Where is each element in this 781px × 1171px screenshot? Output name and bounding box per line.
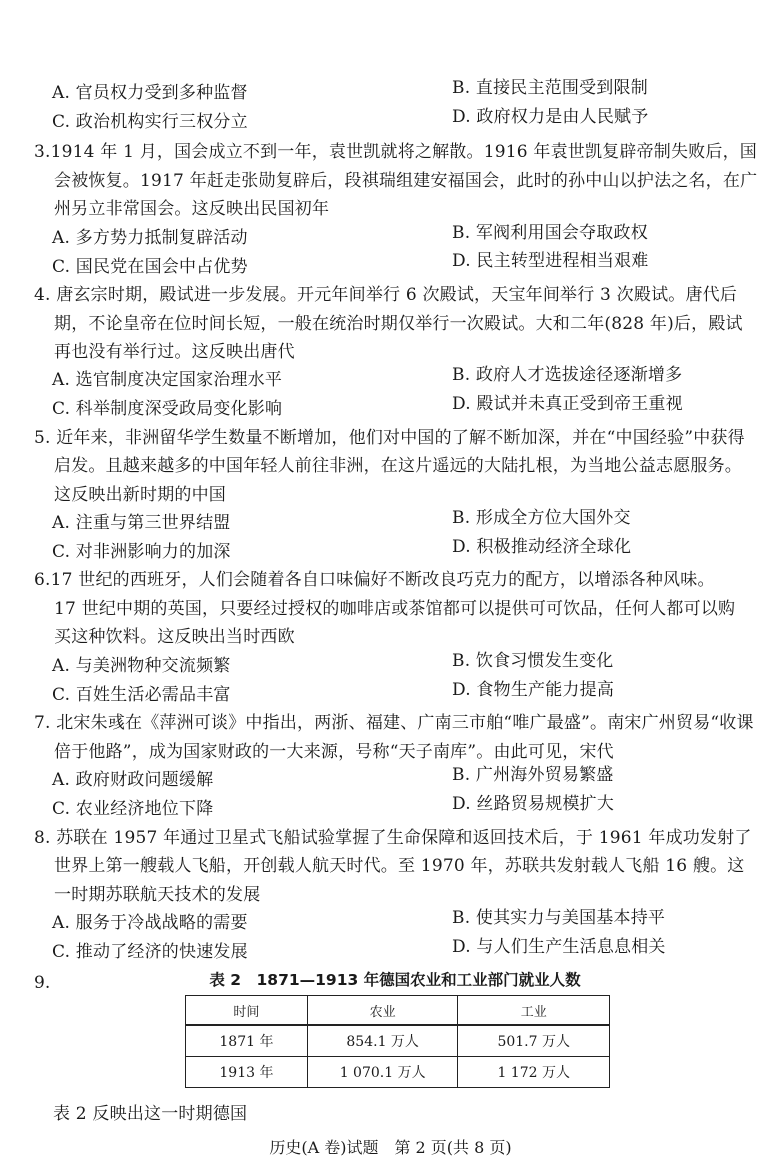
q3-option-c: C. 国民党在国会中占优势 (52, 257, 248, 277)
q8-stem-line-1: 8. 苏联在 1957 年通过卫星式飞船试验掌握了生命保障和返回技术后，于 1961 年成功发射了 (34, 828, 752, 848)
table-header-industry: 工业 (458, 996, 610, 1026)
q6-stem-line-2: 17 世纪中期的英国，只要经过授权的咖啡店或茶馆都可以提供可可饮品，任何人都可以购 (54, 599, 736, 619)
q8-stem-line-3: 一时期苏联航天技术的发展 (54, 885, 261, 905)
q4-stem-line-1: 4. 唐玄宗时期，殿试进一步发展。开元年间举行 6 次殿试，天宝年间举行 3 次殿试。唐代后 (34, 285, 738, 305)
q8-option-d: D. 与人们生产生活息息相关 (452, 937, 666, 957)
table-cell: 501.7 万人 (458, 1025, 610, 1057)
q3-option-d: D. 民主转型进程相当艰难 (452, 251, 649, 271)
table-row (186, 1057, 610, 1088)
q7-option-c: C. 农业经济地位下降 (52, 799, 214, 819)
q5-option-b: B. 形成全方位大国外交 (452, 508, 631, 528)
q5-stem-line-2: 启发。且越来越多的中国年轻人前往非洲，在这片遥远的大陆扎根，为当地公益志愿服务。 (54, 456, 742, 476)
q9-prompt: 表 2 反映出这一时期德国 (53, 1104, 248, 1124)
q3-stem-line-1: 3.1914 年 1 月，国会成立不到一年，袁世凯就将之解散。1916 年袁世凯复辟帝制失败后，国 (34, 142, 757, 162)
q2-option-b: B. 直接民主范围受到限制 (452, 78, 648, 98)
q8-option-a: A. 服务于冷战战略的需要 (52, 913, 248, 933)
q2-option-c: C. 政治机构实行三权分立 (52, 112, 248, 132)
page-footer: 历史(A 卷)试题 第 2 页(共 8 页) (269, 1138, 512, 1157)
q6-option-b: B. 饮食习惯发生变化 (452, 651, 614, 671)
table-header-row (186, 996, 610, 1026)
q4-stem-line-3: 再也没有举行过。这反映出唐代 (54, 342, 295, 362)
q8-option-c: C. 推动了经济的快速发展 (52, 942, 248, 962)
q7-stem-line-2: 倍于他路”，成为国家财政的一大来源，号称“天子南库”。由此可见，宋代 (54, 742, 614, 762)
q4-option-d: D. 殿试并未真正受到帝王重视 (452, 394, 683, 414)
q6-option-c: C. 百姓生活必需品丰富 (52, 685, 231, 705)
q4-stem-line-2: 期，不论皇帝在位时间长短，一般在统治时期仅举行一次殿试。大和二年(828 年)后，殿试 (54, 314, 743, 334)
employment-table (185, 995, 610, 1088)
table-cell: 1 172 万人 (458, 1057, 610, 1088)
q7-option-b: B. 广州海外贸易繁盛 (452, 765, 614, 785)
q5-option-c: C. 对非洲影响力的加深 (52, 542, 231, 562)
table-row (186, 1025, 610, 1057)
q6-stem-line-1: 6.17 世纪的西班牙，人们会随着各自口味偏好不断改良巧克力的配方，以增添各种风味。 (34, 570, 715, 590)
q5-stem-line-3: 这反映出新时期的中国 (54, 485, 226, 505)
table-title: 表 2 1871—1913 年德国农业和工业部门就业人数 (209, 971, 581, 989)
q6-stem-line-3: 买这种饮料。这反映出当时西欧 (54, 627, 295, 647)
q5-option-d: D. 积极推动经济全球化 (452, 537, 632, 557)
q4-option-a: A. 选官制度决定国家治理水平 (52, 370, 283, 390)
q4-option-c: C. 科举制度深受政局变化影响 (52, 399, 283, 419)
table-cell: 854.1 万人 (307, 1025, 458, 1057)
table-header-time: 时间 (186, 996, 308, 1026)
table-header-agriculture: 农业 (307, 996, 458, 1026)
q9-number: 9. (34, 973, 51, 993)
table-cell: 1913 年 (186, 1057, 308, 1088)
q4-option-b: B. 政府人才选拔途径逐渐增多 (452, 365, 683, 385)
q3-option-a: A. 多方势力抵制复辟活动 (52, 228, 248, 248)
table-cell: 1 070.1 万人 (307, 1057, 458, 1088)
q5-stem-line-1: 5. 近年来，非洲留华学生数量不断增加，他们对中国的了解不断加深，并在“中国经验”中获得 (34, 428, 745, 448)
q2-option-d: D. 政府权力是由人民赋予 (452, 107, 649, 127)
q6-option-d: D. 食物生产能力提高 (452, 680, 615, 700)
table-cell: 1871 年 (186, 1025, 308, 1057)
q7-option-d: D. 丝路贸易规模扩大 (452, 794, 615, 814)
q8-option-b: B. 使其实力与美国基本持平 (452, 908, 666, 928)
q2-option-a: A. 官员权力受到多种监督 (52, 83, 248, 103)
q5-option-a: A. 注重与第三世界结盟 (52, 513, 231, 533)
q3-stem-line-3: 州另立非常国会。这反映出民国初年 (54, 199, 330, 219)
q6-option-a: A. 与美洲物种交流频繁 (52, 656, 231, 676)
q3-option-b: B. 军阀利用国会夺取政权 (452, 223, 648, 243)
q8-stem-line-2: 世界上第一艘载人飞船，开创载人航天时代。至 1970 年，苏联共发射载人飞船 16 艘。这 (54, 856, 745, 876)
q7-stem-line-1: 7. 北宋朱彧在《萍洲可谈》中指出，两浙、福建、广南三市舶“唯广最盛”。南宋广州贸易“收课 (34, 713, 754, 733)
q3-stem-line-2: 会被恢复。1917 年赶走张勋复辟后，段祺瑞组建安福国会，此时的孙中山以护法之名，在广 (54, 171, 758, 191)
q7-option-a: A. 政府财政问题缓解 (52, 770, 214, 790)
